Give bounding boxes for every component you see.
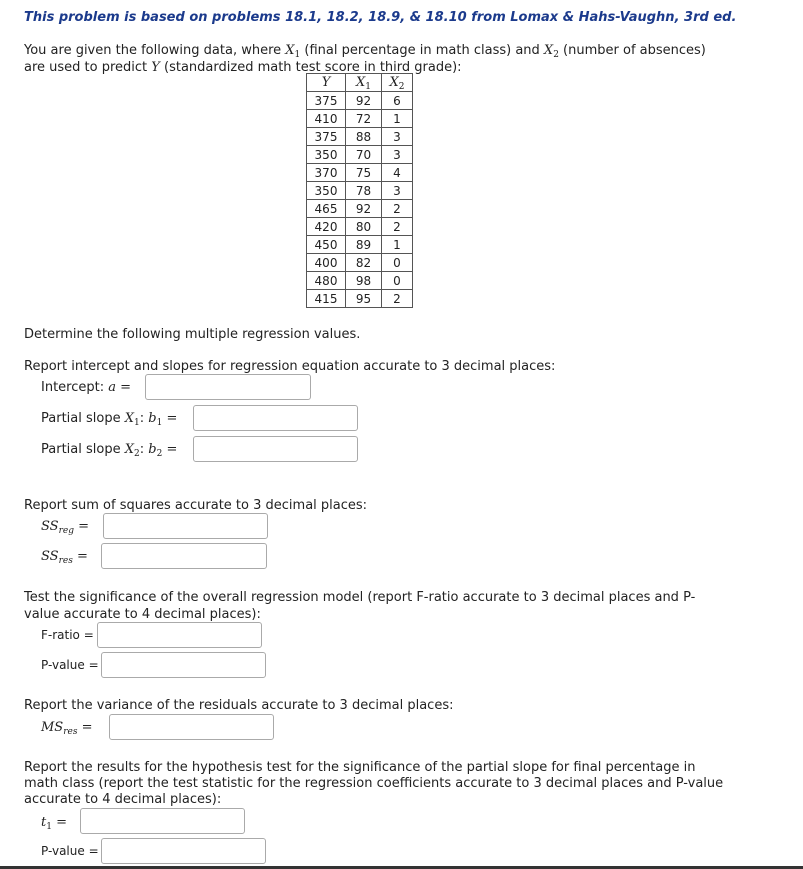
var-y: Y [151,60,160,75]
section1-heading: Report intercept and slopes for regression equation accurate to 3 decimal places: [24,359,556,374]
table-row [307,236,413,254]
header-x1: $X_1$ [346,74,382,92]
problem-title: This problem is based on problems 18.1, 18.2, 18.9, & 18.10 from Lomax & Hahs-Vaughn, 3rd ed. [24,10,737,25]
slope2-label: Partial slope $X_2$: $b_2$ = [41,442,178,459]
table-cell: 75 [346,164,382,182]
table-cell: 88 [346,128,382,146]
var-x2: X [543,43,554,58]
pvalue1-label: P-value = [41,658,99,672]
ssreg-label: $SS_{reg}$ = [41,519,90,536]
table-row [307,272,413,290]
table-cell: 400 [307,254,346,272]
section3-heading-line1: Test the significance of the overall regression model (report F-ratio accurate to 3 decimal places and P- [24,590,696,605]
table-row [307,200,413,218]
table-cell: 3 [382,128,413,146]
table-cell: 375 [307,128,346,146]
ssres-input[interactable] [101,543,267,569]
table-cell: 0 [382,254,413,272]
table-body [307,92,413,308]
table-cell: 78 [346,182,382,200]
msres-label: $MS_{res}$ = [41,720,93,737]
section5-line2: math class (report the test statistic for the regression coefficients accurate to 3 decimal places and P-value [24,776,724,791]
intro-line-1 [24,42,706,59]
table-cell: 410 [307,110,346,128]
slope1-label: Partial slope $X_1$: $b_1$ = [41,411,178,428]
t1-label: $t_1$ = [41,815,68,832]
table-cell: 89 [346,236,382,254]
intro-text: You are given the following data, where [24,43,286,58]
table-cell: 2 [382,200,413,218]
table-cell: 72 [346,110,382,128]
pvalue1-input[interactable] [101,652,266,678]
intercept-input[interactable] [145,374,311,400]
table-row [307,218,413,236]
section5-line3: accurate to 4 decimal places): [24,792,222,807]
intercept-label: Intercept: a = [41,380,132,395]
var-x2-sub: 2 [553,50,559,60]
table-row [307,146,413,164]
table-cell: 375 [307,92,346,110]
var-x1: X [285,43,295,58]
table-row [307,164,413,182]
table-cell: 6 [382,92,413,110]
table-cell: 2 [382,290,413,308]
intro-text: (final percentage in math class) and [300,43,544,58]
t1-input[interactable] [80,808,245,834]
header-x2: $X_2$ [382,74,413,92]
table-cell: 1 [382,110,413,128]
determine-text: Determine the following multiple regression values. [24,327,361,342]
table-row [307,92,413,110]
table-row [307,290,413,308]
table-row [307,254,413,272]
msres-input[interactable] [109,714,274,740]
intro-text: (number of absences) [558,43,706,58]
table-cell: 98 [346,272,382,290]
section5-line1: Report the results for the hypothesis test for the significance of the partial slope for final percentage in [24,760,696,775]
table-cell: 82 [346,254,382,272]
table-cell: 465 [307,200,346,218]
section2-heading: Report sum of squares accurate to 3 decimal places: [24,498,368,513]
table-cell: 92 [346,92,382,110]
table-cell: 70 [346,146,382,164]
table-cell: 92 [346,200,382,218]
table-cell: 350 [307,146,346,164]
table-cell: 1 [382,236,413,254]
table-cell: 370 [307,164,346,182]
pvalue2-input[interactable] [101,838,266,864]
table-cell: 95 [346,290,382,308]
ssres-label: $SS_{res}$ = [41,549,88,566]
intro-text: are used to predict [24,60,152,75]
fratio-input[interactable] [97,622,262,648]
ssreg-input[interactable] [103,513,268,539]
table-cell: 80 [346,218,382,236]
var-x1-sub: 1 [294,50,301,60]
slope1-input[interactable] [193,405,358,431]
table-cell: 420 [307,218,346,236]
table-cell: 4 [382,164,413,182]
table-header-row [307,74,413,92]
section3-heading-line2: value accurate to 4 decimal places): [24,607,261,622]
fratio-label: F-ratio = [41,628,94,642]
header-y: Y [307,74,346,92]
table-cell: 415 [307,290,346,308]
data-table [306,73,413,308]
table-cell: 450 [307,236,346,254]
table-cell: 3 [382,146,413,164]
intro-text: (standardized math test score in third grade): [159,60,462,75]
table-row [307,110,413,128]
section4-heading: Report the variance of the residuals accurate to 3 decimal places: [24,698,454,713]
pvalue2-label: P-value = [41,844,99,858]
slope2-input[interactable] [193,436,358,462]
table-row [307,128,413,146]
table-cell: 480 [307,272,346,290]
table-row [307,182,413,200]
table-cell: 2 [382,218,413,236]
table-cell: 350 [307,182,346,200]
table-cell: 0 [382,272,413,290]
table-cell: 3 [382,182,413,200]
